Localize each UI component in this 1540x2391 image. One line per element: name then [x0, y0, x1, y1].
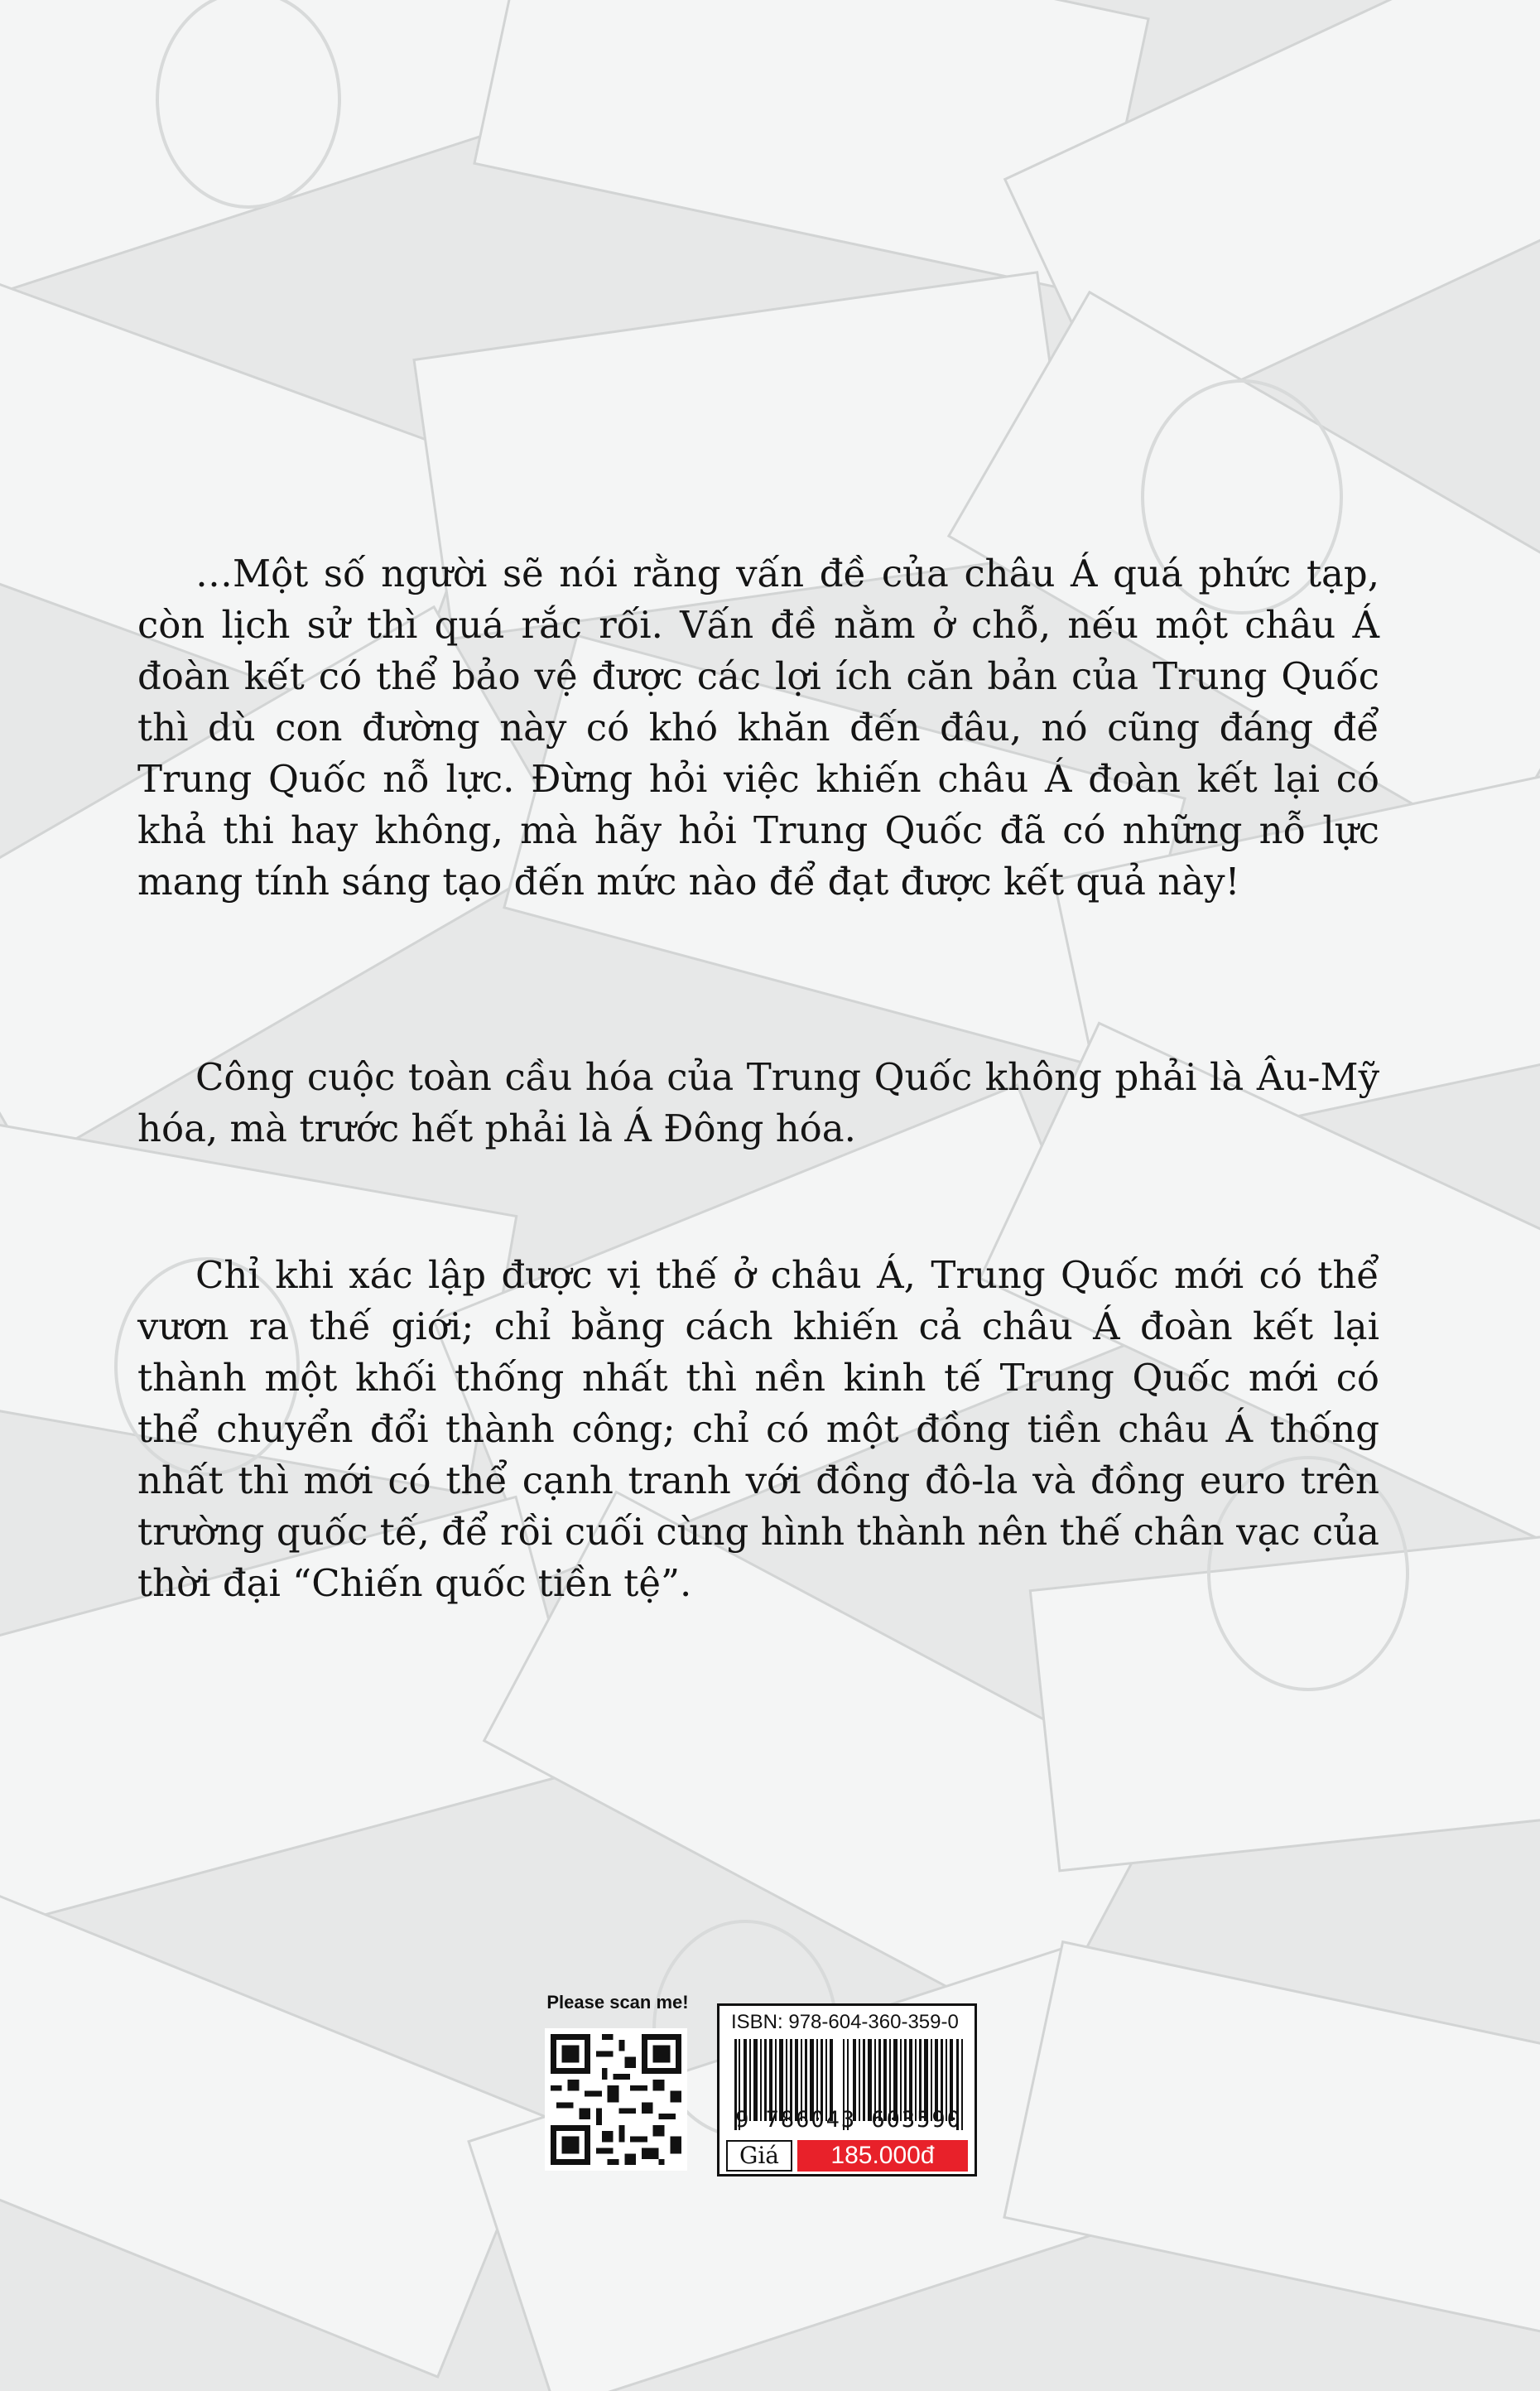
- qr-label: Please scan me!: [546, 1992, 689, 2013]
- paragraph-2: Công cuộc toàn cầu hóa của Trung Quốc không phải là Âu-Mỹ hóa, mà trước hết phải là Á Đông hóa.: [137, 1055, 1379, 1150]
- qr-section: [538, 1992, 697, 2181]
- barcode-digits: 9 786043 603590: [735, 2107, 962, 2133]
- price-value: 185.000đ: [797, 2140, 968, 2172]
- paragraph-3: Chỉ khi xác lập được vị thế ở châu Á, Trung Quốc mới có thể vươn ra thế giới; chỉ bằng cách khiến cả châu Á đoàn kết lại thành một khối thống nhất thì nền kinh tế Trung Quốc mới có thể chuyển đổi thành công; chỉ có một đồng tiền châu Á thống nhất thì mới có thể cạnh tranh với đồng đô-la và đồng euro trên trường quốc tế, để rồi cuối cùng hình thành nên thế chân vạc của thời đại “Chiến quốc tiền tệ”.: [137, 1253, 1379, 1605]
- price-row: [719, 2138, 975, 2174]
- price-label: Giá: [726, 2140, 792, 2172]
- isbn-text: ISBN: 978-604-360-359-0: [731, 2011, 959, 2033]
- isbn-barcode-box: [717, 2003, 977, 2176]
- paragraph-1: …Một số người sẽ nói rằng vấn đề của châu Á quá phức tạp, còn lịch sử thì quá rắc rối. Vấn đề nằm ở chỗ, nếu một châu Á đoàn kết có thể bảo vệ được các lợi ích căn bản của Trung Quốc thì dù con đường này có khó khăn đến đâu, nó cũng đáng để Trung Quốc nỗ lực. Đừng hỏi việc khiến châu Á đoàn kết lại có khả thi hay không, mà hãy hỏi Trung Quốc đã có những nỗ lực mang tính sáng tạo đến mức nào để đạt được kết quả này!: [137, 552, 1379, 904]
- qr-code-icon[interactable]: [545, 2028, 687, 2171]
